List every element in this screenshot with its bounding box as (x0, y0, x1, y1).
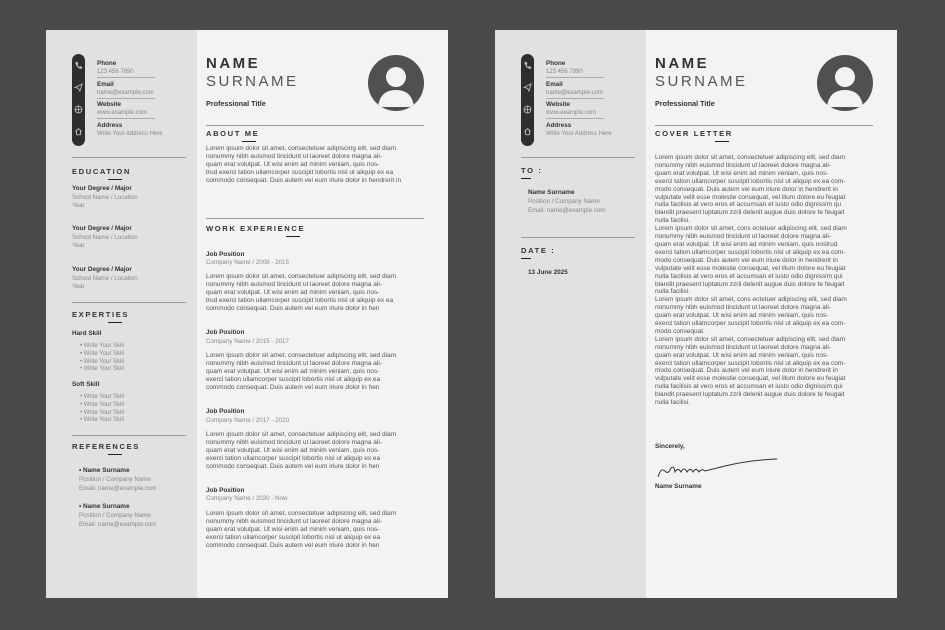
send-icon (523, 83, 532, 92)
education-year: Year (72, 202, 85, 209)
cover-letter-body: Lorem ipsum dolor sit amet, consectetuer adipiscing elit, sed diam nonummy nibh euismod tincidunt ut laoreet dolore magna ali- quam erat volutpat. Ut wisi enim ad minim veniam, quis nos- exerci tation ullamcorper suscipit lobortis nisl ut aliquip ex ea com- modo consequat. Duis autem vel eum iriure dolor in hendrerit in vulputate velit esse molestie consequat, vel illum dolore eu feugiat nulla facilisis at vero eros et accumsan et iusto odio dignissim qu blandit praesent luptatum zzril delenit augue duis dolore te feugait nulla facilisi. Lorem ipsum dolor sit amet, cons ectetuer adipiscing elit, sed diam nonummy nibh euismod tincidunt ut laoreet dolore magna ali- quam erat volutpat. Ut wisi enim ad minim veniam, quis nostrud exerci tation ullamcorper suscipit lobortis nisl ut aliquip ex ea com- modo consequat. Duis autem vel eum iriure dolor in hendrerit in vulputate velit esse molestie consequat, vel illum dolore eu feugiat nulla facilisis at vero eros et accumsan et iusto odio dignissim qui blandit praesent luptatum zzril delenit augue duis dolore te feugait nulla facilisi. Lorem ipsum dolor sit amet, cons ectetuer adipiscing elit, sed diam nonummy nibh euismod tincidunt ut laoreet dolore magna ali- quam erat volutpat. Ut wisi enim ad minim veniam, quis nos- exerci tation ullamcorper suscipit lobortis nisl ut aliquip ex ea com- modo consequat. Lorem ipsum dolor sit amet, consectetuer adipiscing elit, sed diam nonummy nibh euismod tincidunt ut laoreet dolore magna ali- quam erat volutpat. Ut wisi enim ad minim veniam, quis nos- exerci tation ullamcorper suscipit lobortis nisl ut aliquip ex ea com- modo consequat. Duis autem vel eum iriure dolor in hendrerit in vulputate velit esse molestie consequat, vel illum dolore eu feugiat nulla facilisis at vero eros et accumsan et iusto odio dignissim qui blandit praesent luptatum zzril delenit augue duis dolore te feugait nulla facilisi. (655, 154, 847, 407)
divider (206, 125, 424, 126)
reference-email: Email: name@example.com (79, 521, 157, 528)
contact-phone (97, 60, 177, 78)
reference-name: • Name Surname (79, 467, 130, 474)
contact-icon-strip (521, 54, 534, 146)
divider (521, 157, 635, 158)
professional-title: Professional Title (206, 99, 266, 108)
education-heading: EDUCATION (72, 167, 131, 176)
education-degree: Your Degree / Major (72, 266, 132, 273)
resume-page (46, 30, 448, 598)
job-position: Job Position (206, 251, 245, 258)
job-company: Company Name / 2017 - 2020 (206, 417, 289, 424)
contact-address (546, 122, 626, 139)
recipient-email: Email: name@example.com (528, 207, 606, 214)
contact-website (546, 101, 626, 119)
signature (655, 455, 780, 483)
cover-letter-heading: COVER LETTER (655, 129, 733, 138)
contact-value: Write Your Address Here (546, 131, 612, 137)
letter-surname: SURNAME (655, 73, 748, 90)
cover-letter-page (495, 30, 897, 598)
reference-position: Position / Company Name (79, 512, 151, 519)
contact-icon-strip (72, 54, 85, 146)
contact-value: 123 456 7890 (97, 68, 155, 78)
job-description: Lorem ipsum dolor sit amet, consectetuer adipiscing elit, sed diam nonummy nibh euismod tincidunt ut laoreet dolore magna ali- quam erat volutpat. Ut wisi enim ad minim veniam, quis nos- trud exerci tation ullamcorper suscipit lobortis nisl ut aliquip ex ea commodo consequat. Duis autem vel eum iriure dolor in hen (206, 273, 397, 312)
job-company: Company Name / 2020 - Now (206, 495, 288, 502)
hard-skill-list: • Write Your Skill • Write Your Skill • Write Your Skill • Write Your Skill (80, 343, 125, 373)
soft-skill-label: Soft Skill (72, 381, 100, 388)
job-description: Lorem ipsum dolor sit amet, consectetuer adipiscing elit, sed diam nonummy nibh euismod tincidunt ut laoreet dolore magna ali- quam erat volutpat. Ut wisi enim ad minim veniam, quis nos- exerci tation ullamcorper suscipit lobortis nisl ut aliquip ex ea commodo consequat. Duis autem vel eum iriure dolor in hen (206, 352, 397, 391)
phone-icon (74, 61, 83, 70)
contact-value: Write Your Address Here (97, 131, 163, 137)
education-school: School Name / Location (72, 194, 138, 201)
contact-website (97, 101, 177, 119)
contact-label: Email (546, 81, 563, 88)
resume-surname: SURNAME (206, 73, 299, 90)
about-heading: ABOUT ME (206, 129, 259, 138)
work-experience-heading: WORK EXPERIENCE (206, 224, 305, 233)
references-heading: REFERENCES (72, 442, 140, 451)
divider (72, 435, 186, 436)
home-icon (523, 127, 532, 136)
contact-phone (546, 60, 626, 78)
divider (206, 218, 424, 219)
recipient-company: Position / Company Name (528, 198, 600, 205)
job-position: Job Position (206, 487, 245, 494)
closing: Sincerely, (655, 443, 685, 450)
date-heading: DATE : (521, 246, 555, 255)
phone-icon (523, 61, 532, 70)
send-icon (74, 83, 83, 92)
reference-position: Position / Company Name (79, 476, 151, 483)
avatar (817, 55, 873, 111)
job-position: Job Position (206, 408, 245, 415)
home-icon (74, 127, 83, 136)
contact-value: www.example.com (97, 109, 155, 119)
job-company: Company Name / 2015 - 2017 (206, 338, 289, 345)
job-description: Lorem ipsum dolor sit amet, consectetuer adipiscing elit, sed diam nonummy nibh euismod tincidunt ut laoreet dolore magna ali- quam erat volutpat. Ut wisi enim ad minim veniam, quis nos- exerci tation ullamcorper suscipit lobortis nisl ut aliquip ex ea commodo consequat. Duis autem vel eum iriure dolor in hen (206, 431, 397, 470)
avatar (368, 55, 424, 111)
contact-label: Email (97, 81, 114, 88)
education-year: Year (72, 242, 85, 249)
hard-skill-label: Hard Skill (72, 330, 102, 337)
contact-email (546, 81, 626, 99)
contact-label: Phone (97, 60, 117, 67)
signer-name: Name Surname (655, 483, 702, 490)
contact-address (97, 122, 177, 139)
contact-label: Address (546, 122, 572, 129)
divider (655, 125, 873, 126)
globe-icon (523, 105, 532, 114)
contact-value: name@example.com (97, 89, 155, 99)
user-icon (368, 55, 424, 111)
about-text: Lorem ipsum dolor sit amet, consectetuer adipiscing elit, sed diam nonummy nibh euismod tincidunt ut laoreet dolore magna ali- quam erat volutpat. Ut wisi enim ad minim veniam, quis nos- trud exerci tation ullamcorper suscipit lobortis nisl ut aliquip ex ea commodo consequat. Duis autem vel eum iriure dolor in hendrerit in (206, 145, 402, 184)
contact-label: Phone (546, 60, 566, 67)
contact-value: 123 456 7890 (546, 68, 604, 78)
letter-date: 13 June 2025 (528, 269, 568, 276)
job-position: Job Position (206, 329, 245, 336)
job-company: Company Name / 2008 - 2015 (206, 259, 289, 266)
reference-name: • Name Surname (79, 503, 130, 510)
recipient-name: Name Surname (528, 189, 575, 196)
contact-label: Website (546, 101, 571, 108)
contact-label: Address (97, 122, 123, 129)
contact-value: www.example.com (546, 109, 604, 119)
divider (72, 302, 186, 303)
letter-name: NAME (655, 55, 710, 72)
to-heading: TO : (521, 166, 542, 175)
divider (521, 237, 635, 238)
contact-email (97, 81, 177, 99)
user-icon (817, 55, 873, 111)
reference-email: Email: name@example.com (79, 485, 157, 492)
education-degree: Your Degree / Major (72, 225, 132, 232)
experties-heading: EXPERTIES (72, 310, 129, 319)
contact-value: name@example.com (546, 89, 604, 99)
divider (72, 157, 186, 158)
professional-title: Professional Title (655, 99, 715, 108)
education-year: Year (72, 283, 85, 290)
job-description: Lorem ipsum dolor sit amet, consectetuer adipiscing elit, sed diam nonummy nibh euismod tincidunt ut laoreet dolore magna ali- quam erat volutpat. Ut wisi enim ad minim veniam, quis nos- exerci tation ullamcorper suscipit lobortis nisl ut aliquip ex ea commodo consequat. Duis autem vel eum iriure dolor in hen (206, 510, 397, 549)
soft-skill-list: • Write Your Skill • Write Your Skill • Write Your Skill • Write Your Skill (80, 394, 125, 424)
resume-name: NAME (206, 55, 261, 72)
education-school: School Name / Location (72, 275, 138, 282)
contact-label: Website (97, 101, 122, 108)
education-school: School Name / Location (72, 234, 138, 241)
education-degree: Your Degree / Major (72, 185, 132, 192)
globe-icon (74, 105, 83, 114)
